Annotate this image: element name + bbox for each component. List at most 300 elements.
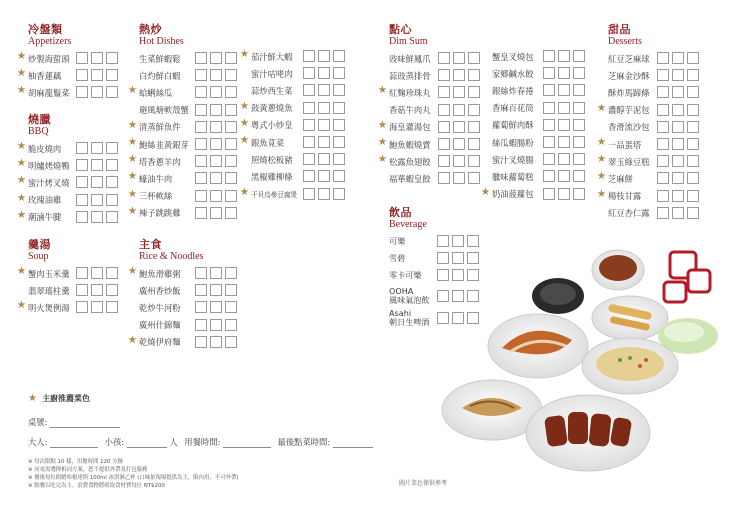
quantity-boxes	[76, 301, 121, 313]
menu-item	[127, 118, 189, 136]
quantity-box[interactable]	[687, 104, 699, 116]
quantity-box[interactable]	[453, 172, 465, 184]
quantity-box[interactable]	[225, 207, 237, 219]
menu-item-name: 脆皮燒肉	[28, 143, 62, 154]
menu-item	[16, 50, 71, 67]
quantity-box[interactable]	[195, 172, 207, 184]
quantity-box[interactable]	[225, 336, 237, 348]
quantity-box[interactable]	[437, 235, 449, 247]
quantity-box[interactable]	[106, 52, 118, 64]
quantity-box[interactable]	[210, 69, 222, 81]
quantity-box[interactable]	[76, 159, 88, 171]
quantity-box[interactable]	[453, 155, 465, 167]
quantity-box[interactable]	[558, 50, 570, 62]
section-title-en: Soup	[28, 251, 49, 262]
quantity-box[interactable]	[573, 84, 585, 96]
quantity-box[interactable]	[333, 153, 345, 165]
quantity-box[interactable]	[672, 121, 684, 133]
quantity-box[interactable]	[453, 52, 465, 64]
menu-item-name: 蜜汁叉燒腸	[492, 154, 534, 165]
quantity-box[interactable]	[225, 301, 237, 313]
quantity-boxes	[543, 136, 588, 148]
quantity-box[interactable]	[210, 104, 222, 116]
quantity-box[interactable]	[657, 190, 669, 202]
quantity-box[interactable]	[225, 104, 237, 116]
quantity-box[interactable]	[453, 69, 465, 81]
quantity-boxes	[195, 336, 240, 348]
quantity-box[interactable]	[225, 121, 237, 133]
star-icon: ★	[596, 187, 607, 200]
section-title-en: Appetizers	[28, 36, 72, 47]
quantity-box[interactable]	[558, 136, 570, 148]
quantity-box[interactable]	[210, 155, 222, 167]
quantity-box[interactable]	[91, 69, 103, 81]
quantity-box[interactable]	[210, 336, 222, 348]
quantity-box[interactable]	[453, 104, 465, 116]
quantity-box[interactable]	[468, 86, 480, 98]
hot-dishes-section-2	[239, 48, 298, 203]
quantity-box[interactable]	[91, 52, 103, 64]
menu-item-name: 芝麻餅	[608, 173, 633, 184]
legend-label: 主廚推薦菜色	[42, 394, 91, 403]
quantity-box[interactable]	[468, 104, 480, 116]
section-title-en: Dim Sum	[389, 36, 428, 47]
quantity-box[interactable]	[106, 267, 118, 279]
quantity-box[interactable]	[91, 267, 103, 279]
quantity-box[interactable]	[106, 211, 118, 223]
quantity-box[interactable]	[573, 153, 585, 165]
menu-item	[608, 205, 650, 222]
beverage-name-line: 朝日生啤酒	[389, 316, 430, 327]
quantity-box[interactable]	[657, 172, 669, 184]
menu-item	[239, 133, 297, 151]
quantity-box[interactable]	[76, 69, 88, 81]
menu-item-name: 香菇牛肉丸	[389, 105, 431, 116]
adult-count-field[interactable]	[50, 438, 98, 448]
quantity-box[interactable]	[657, 155, 669, 167]
quantity-box[interactable]	[672, 69, 684, 81]
quantity-box[interactable]	[91, 159, 103, 171]
quantity-box[interactable]	[657, 138, 669, 150]
menu-item-name: 酥炸馬蹄條	[608, 87, 650, 98]
quantity-box[interactable]	[210, 267, 222, 279]
quantity-box[interactable]	[210, 207, 222, 219]
quantity-box[interactable]	[225, 319, 237, 331]
quantity-box[interactable]	[657, 207, 669, 219]
menu-item-name: 生菜鮮蝦鬆	[139, 53, 181, 64]
menu-item-name: 潮滷牛腱	[28, 212, 62, 223]
quantity-box[interactable]	[543, 102, 555, 114]
quantity-box[interactable]	[573, 188, 585, 200]
quantity-box[interactable]	[543, 67, 555, 79]
quantity-box[interactable]	[318, 119, 330, 131]
star-icon: ★	[127, 118, 138, 131]
quantity-box[interactable]	[333, 170, 345, 182]
quantity-box[interactable]	[468, 155, 480, 167]
beverage-item	[389, 250, 429, 267]
quantity-box[interactable]	[76, 52, 88, 64]
quantity-box[interactable]	[106, 86, 118, 98]
quantity-box[interactable]	[657, 86, 669, 98]
dim-sum-section	[377, 23, 431, 188]
quantity-box[interactable]	[195, 319, 207, 331]
menu-item	[16, 174, 70, 191]
note-2: ※ 同桌需選擇相同方案，恕不提供外帶及打包服務	[28, 467, 148, 473]
quantity-box[interactable]	[76, 194, 88, 206]
quantity-box[interactable]	[91, 284, 103, 296]
section-title-zh: 主食	[139, 238, 162, 251]
star-icon: ★	[377, 153, 388, 166]
section-title-en: Hot Dishes	[139, 36, 184, 47]
quantity-box[interactable]	[672, 190, 684, 202]
quantity-box[interactable]	[333, 102, 345, 114]
menu-item	[239, 185, 298, 203]
quantity-box[interactable]	[453, 138, 465, 150]
quantity-box[interactable]	[195, 121, 207, 133]
quantity-box[interactable]	[558, 170, 570, 182]
quantity-box[interactable]	[558, 153, 570, 165]
menu-item-name: 鮑魚滑雞粥	[139, 268, 181, 279]
quantity-box[interactable]	[672, 104, 684, 116]
menu-item	[377, 153, 431, 170]
beverage-item	[389, 233, 429, 250]
quantity-box[interactable]	[318, 84, 330, 96]
quantity-box[interactable]	[210, 190, 222, 202]
star-icon: ★	[239, 133, 250, 146]
quantity-box[interactable]	[91, 211, 103, 223]
quantity-boxes	[543, 67, 588, 79]
quantity-box[interactable]	[91, 176, 103, 188]
beverage-name-line: 可樂	[389, 236, 406, 247]
menu-item-name: 紅麴珍珠丸	[389, 87, 431, 98]
quantity-box[interactable]	[225, 52, 237, 64]
quantity-box[interactable]	[687, 69, 699, 81]
quantity-box[interactable]	[438, 172, 450, 184]
star-icon: ★	[377, 118, 388, 131]
menu-item	[139, 50, 189, 67]
quantity-box[interactable]	[210, 301, 222, 313]
quantity-box[interactable]	[543, 188, 555, 200]
quantity-box[interactable]	[438, 86, 450, 98]
menu-item	[596, 187, 650, 205]
quantity-box[interactable]	[468, 69, 480, 81]
quantity-box[interactable]	[573, 102, 585, 114]
quantity-boxes	[438, 69, 483, 81]
quantity-box[interactable]	[438, 121, 450, 133]
menu-item-name: 廣州香炒飯	[139, 285, 181, 296]
quantity-box[interactable]	[687, 155, 699, 167]
menu-item-name: 紅豆杏仁露	[608, 208, 650, 219]
quantity-box[interactable]	[467, 235, 479, 247]
star-icon: ★	[239, 185, 250, 198]
quantity-box[interactable]	[195, 69, 207, 81]
menu-item	[127, 333, 203, 351]
quantity-box[interactable]	[657, 52, 669, 64]
quantity-box[interactable]	[573, 170, 585, 182]
quantity-box[interactable]	[687, 207, 699, 219]
quantity-box[interactable]	[195, 86, 207, 98]
quantity-box[interactable]	[558, 84, 570, 96]
quantity-boxes	[195, 52, 240, 64]
quantity-box[interactable]	[318, 136, 330, 148]
menu-item-name: 豉味鮮鳳爪	[389, 53, 431, 64]
quantity-box[interactable]	[106, 301, 118, 313]
quantity-box[interactable]	[106, 159, 118, 171]
beverage-name	[389, 237, 405, 246]
menu-item	[596, 135, 650, 153]
menu-item	[608, 67, 650, 84]
quantity-box[interactable]	[318, 102, 330, 114]
quantity-box[interactable]	[333, 136, 345, 148]
quantity-box[interactable]	[225, 155, 237, 167]
quantity-box[interactable]	[558, 102, 570, 114]
star-icon: ★	[239, 116, 250, 129]
quantity-box[interactable]	[452, 235, 464, 247]
quantity-box[interactable]	[687, 121, 699, 133]
quantity-box[interactable]	[333, 188, 345, 200]
quantity-box[interactable]	[106, 176, 118, 188]
menu-item	[127, 265, 203, 282]
dining-time-field[interactable]	[223, 438, 271, 448]
quantity-box[interactable]	[438, 104, 450, 116]
menu-item-name: 廣州什錦麵	[139, 320, 181, 331]
last-order-field[interactable]	[333, 438, 373, 448]
quantity-boxes	[438, 138, 483, 150]
section-title-zh: 燒臘	[28, 113, 51, 126]
quantity-boxes	[437, 235, 482, 247]
quantity-box[interactable]	[657, 121, 669, 133]
quantity-boxes	[438, 104, 483, 116]
quantity-box[interactable]	[543, 136, 555, 148]
quantity-box[interactable]	[195, 284, 207, 296]
quantity-box[interactable]	[91, 194, 103, 206]
quantity-box[interactable]	[91, 142, 103, 154]
quantity-boxes	[195, 267, 240, 279]
section-title-zh: 羹湯	[28, 238, 51, 251]
quantity-box[interactable]	[195, 52, 207, 64]
beverage-item	[389, 267, 429, 284]
quantity-box[interactable]	[543, 50, 555, 62]
quantity-box[interactable]	[573, 119, 585, 131]
desserts-section	[596, 23, 650, 222]
quantity-boxes	[303, 119, 348, 131]
menu-item	[596, 170, 650, 187]
quantity-box[interactable]	[318, 67, 330, 79]
menu-item-name: 塔香蔥羊肉	[139, 156, 181, 167]
quantity-box[interactable]	[543, 153, 555, 165]
beverage-name	[389, 271, 421, 280]
menu-item-name: 明爐烤燒鴨	[28, 160, 70, 171]
quantity-box[interactable]	[468, 121, 480, 133]
quantity-box[interactable]	[76, 86, 88, 98]
quantity-box[interactable]	[225, 86, 237, 98]
dining-time-label: 用餐時間:	[184, 437, 221, 447]
quantity-box[interactable]	[225, 172, 237, 184]
menu-item-name: 濃醇芋泥包	[608, 105, 650, 116]
quantity-box[interactable]	[106, 194, 118, 206]
quantity-box[interactable]	[225, 267, 237, 279]
quantity-box[interactable]	[76, 301, 88, 313]
quantity-box[interactable]	[672, 138, 684, 150]
quantity-box[interactable]	[543, 170, 555, 182]
star-icon: ★	[127, 153, 138, 166]
quantity-box[interactable]	[453, 121, 465, 133]
quantity-box[interactable]	[573, 67, 585, 79]
quantity-box[interactable]	[210, 52, 222, 64]
quantity-box[interactable]	[318, 50, 330, 62]
quantity-box[interactable]	[210, 284, 222, 296]
menu-item-name: 鮑絲韭黃銀芽	[139, 139, 189, 150]
quantity-box[interactable]	[318, 153, 330, 165]
quantity-box[interactable]	[333, 67, 345, 79]
quantity-boxes	[195, 207, 240, 219]
menu-item	[492, 151, 534, 168]
star-icon: ★	[28, 393, 37, 404]
quantity-box[interactable]	[672, 207, 684, 219]
table-number-field[interactable]	[50, 418, 120, 428]
quantity-box[interactable]	[76, 176, 88, 188]
quantity-box[interactable]	[303, 188, 315, 200]
quantity-box[interactable]	[543, 84, 555, 96]
quantity-box[interactable]	[303, 153, 315, 165]
quantity-box[interactable]	[195, 336, 207, 348]
quantity-boxes	[76, 267, 121, 279]
quantity-boxes	[76, 176, 121, 188]
menu-item	[127, 170, 189, 187]
menu-item-name: 蟹肉玉米羹	[28, 268, 70, 279]
menu-item	[377, 118, 431, 136]
quantity-box[interactable]	[225, 284, 237, 296]
section-title-zh: 飲品	[389, 206, 412, 219]
quantity-boxes	[195, 190, 240, 202]
menu-item	[608, 84, 650, 101]
quantity-box[interactable]	[438, 155, 450, 167]
menu-item-name: 胡麻龍鬚菜	[28, 87, 70, 98]
quantity-box[interactable]	[453, 86, 465, 98]
quantity-box[interactable]	[438, 52, 450, 64]
legend	[28, 386, 90, 405]
quantity-boxes	[543, 153, 588, 165]
quantity-box[interactable]	[573, 50, 585, 62]
quantity-box[interactable]	[687, 138, 699, 150]
quantity-box[interactable]	[333, 84, 345, 96]
quantity-box[interactable]	[225, 190, 237, 202]
menu-item	[251, 65, 297, 82]
quantity-box[interactable]	[573, 136, 585, 148]
menu-item	[139, 102, 189, 119]
child-count-field[interactable]	[127, 438, 167, 448]
quantity-box[interactable]	[687, 190, 699, 202]
quantity-box[interactable]	[303, 170, 315, 182]
quantity-box[interactable]	[195, 155, 207, 167]
menu-item-name: 銀絲炸春捲	[492, 85, 534, 96]
quantity-box[interactable]	[195, 138, 207, 150]
quantity-box[interactable]	[672, 155, 684, 167]
quantity-boxes	[303, 102, 348, 114]
quantity-box[interactable]	[687, 172, 699, 184]
quantity-box[interactable]	[558, 119, 570, 131]
quantity-box[interactable]	[303, 84, 315, 96]
menu-item-name: 楊枝甘露	[608, 191, 642, 202]
section-title-en: Rice & Noodles	[139, 251, 204, 262]
quantity-box[interactable]	[195, 301, 207, 313]
quantity-box[interactable]	[76, 267, 88, 279]
quantity-box[interactable]	[210, 319, 222, 331]
quantity-box[interactable]	[91, 86, 103, 98]
quantity-boxes	[657, 121, 702, 133]
last-order-label: 最後點菜時間:	[277, 437, 331, 447]
menu-item	[389, 67, 431, 84]
quantity-box[interactable]	[318, 170, 330, 182]
beverage-list	[389, 233, 429, 329]
menu-item	[127, 204, 189, 222]
quantity-box[interactable]	[303, 136, 315, 148]
quantity-box[interactable]	[687, 86, 699, 98]
beverage-item	[389, 307, 429, 329]
quantity-box[interactable]	[543, 119, 555, 131]
quantity-box[interactable]	[106, 69, 118, 81]
quantity-box[interactable]	[672, 172, 684, 184]
quantity-box[interactable]	[303, 67, 315, 79]
quantity-boxes	[195, 104, 240, 116]
quantity-box[interactable]	[76, 211, 88, 223]
quantity-box[interactable]	[76, 142, 88, 154]
quantity-box[interactable]	[558, 67, 570, 79]
quantity-box[interactable]	[657, 104, 669, 116]
quantity-box[interactable]	[303, 50, 315, 62]
quantity-box[interactable]	[195, 104, 207, 116]
appetizers-section	[16, 23, 72, 102]
food-photo	[440, 248, 730, 488]
quantity-box[interactable]	[210, 138, 222, 150]
quantity-box[interactable]	[438, 69, 450, 81]
menu-item	[608, 119, 650, 136]
quantity-box[interactable]	[333, 119, 345, 131]
quantity-box[interactable]	[558, 188, 570, 200]
quantity-box[interactable]	[303, 119, 315, 131]
quantity-box[interactable]	[225, 138, 237, 150]
quantity-box[interactable]	[672, 52, 684, 64]
menu-item-name: 芝麻金沙酥	[608, 70, 650, 81]
person-unit: 人	[169, 437, 178, 447]
quantity-box[interactable]	[210, 121, 222, 133]
quantity-box[interactable]	[195, 190, 207, 202]
quantity-box[interactable]	[225, 69, 237, 81]
quantity-box[interactable]	[438, 138, 450, 150]
quantity-box[interactable]	[672, 86, 684, 98]
quantity-box[interactable]	[303, 102, 315, 114]
quantity-box[interactable]	[318, 188, 330, 200]
quantity-box[interactable]	[210, 172, 222, 184]
quantity-box[interactable]	[468, 138, 480, 150]
quantity-box[interactable]	[76, 284, 88, 296]
quantity-box[interactable]	[106, 284, 118, 296]
quantity-box[interactable]	[657, 69, 669, 81]
quantity-box[interactable]	[687, 52, 699, 64]
quantity-boxes	[303, 136, 348, 148]
star-icon: ★	[596, 170, 607, 183]
quantity-box[interactable]	[91, 301, 103, 313]
quantity-box[interactable]	[210, 86, 222, 98]
quantity-box[interactable]	[195, 267, 207, 279]
quantity-box[interactable]	[468, 172, 480, 184]
quantity-box[interactable]	[333, 50, 345, 62]
quantity-box[interactable]	[195, 207, 207, 219]
quantity-boxes	[438, 155, 483, 167]
quantity-box[interactable]	[106, 142, 118, 154]
quantity-box[interactable]	[468, 52, 480, 64]
quantity-boxes	[195, 86, 240, 98]
